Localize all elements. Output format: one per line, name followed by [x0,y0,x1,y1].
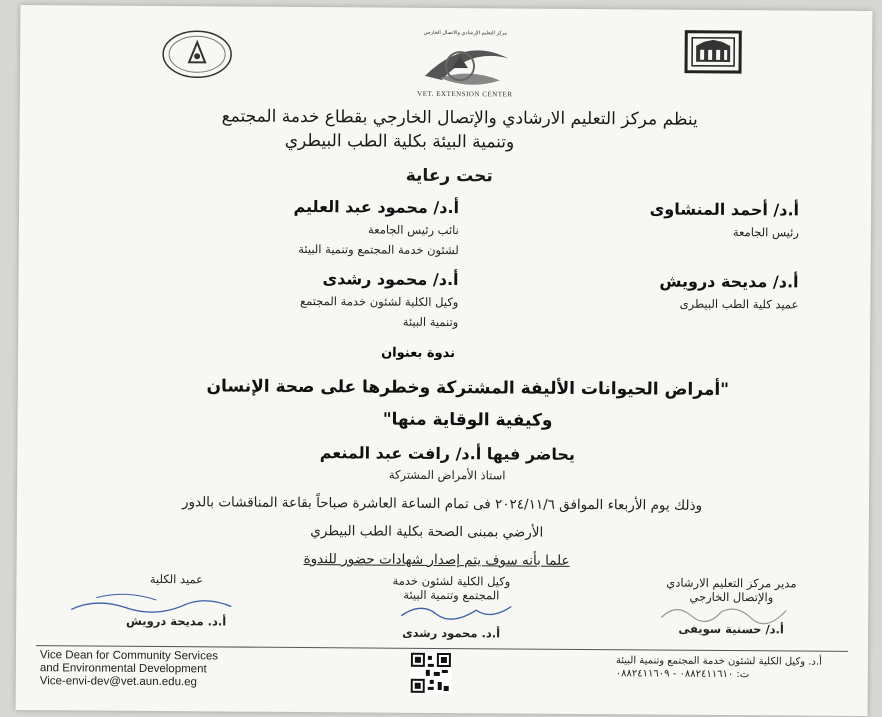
signature-title: عميد الكلية [149,571,204,587]
assiut-university-logo [160,28,234,81]
footer-en-line1: Vice Dean for Community Services [39,649,219,663]
seminar-title-line1: "أمراض الحيوانات الأليفة المشتركة وخطرها على صحة الإنسان [206,376,730,400]
patron-role: رئيس الجامعة [732,225,799,240]
header-line2: وتنمية البيئة بكلية الطب البيطري [284,130,515,153]
seminar-when-line2: الأرضي بمبنى الصحة بكلية الطب البيطري [310,523,544,541]
signature-title-detail: المجتمع وتنمية البيئة [403,587,500,603]
seminar-when-line1: وذلك يوم الأربعاء الموافق ٢٠٢٤/١١/٦ فى تمام الساعة العاشرة صباحاً بقاعة المناقشات بالدور [181,494,703,514]
footer-en-line2: and Environmental Development [39,662,207,676]
patron-dean [548,271,798,312]
patron-role: نائب رئيس الجامعة [367,222,459,238]
patron-role: عميد كلية الطب البيطرى [679,296,799,312]
flyer-sheet [16,5,873,716]
header-line1: ينظم مركز التعليم الارشادي والإتصال الخارجي بقطاع خدمة المجتمع [221,106,698,130]
footer-ar-phone: ت: ٠٨٨٢٤١١٦١٠ - ٠٨٨٢٤١١٦٠٩ [615,668,750,681]
footer-ar-line1: أ.د. وكيل الكلية لشئون خدمة المجتمع وتنمية البيئة [615,655,822,668]
signature-title: مدير مركز التعليم الارشادي [666,575,797,591]
patron-vice-dean [158,268,458,329]
lecturer-role: استاذ الأمراض المشتركة [388,467,506,483]
signature-name: أ.د/ حسنية سويفى [678,621,784,637]
footer-contact-en [40,649,340,690]
patron-role: وكيل الكلية لشئون خدمة المجتمع [299,293,459,310]
vet-extension-center-ar-label: مركز التعليم الإرشادي والاتصال الخارجي [423,29,508,37]
signature-scribble [656,597,806,628]
certificates-note: علما بأنه سوف يتم إصدار شهادات حضور للندوة [303,551,570,569]
patron-name: أ.د/ أحمد المنشاوى [649,199,800,220]
vet-extension-center-logo [400,28,531,109]
vet-extension-center-label: VET. EXTENSION CENTER [417,89,513,99]
signature-title: وكيل الكلية لشئون خدمة [392,573,511,589]
faculty-vet-medicine-logo [682,28,744,76]
patron-name: أ.د/ محمود عبد العليم [293,196,460,218]
under-patronage: تحت رعاية [405,165,493,187]
signature-name: أ.د. محمود رشدى [402,625,501,641]
patron-name: أ.د/ محمود رشدى [322,269,459,290]
signature-title-detail: والإتصال الخارجي [689,589,774,605]
patron-role-detail: لشئون خدمة المجتمع وتنمية البيئة [298,241,459,258]
patron-name: أ.د/ مديحة درويش [659,271,799,292]
signature-scribble [396,598,516,629]
signature-name: أ.د. مديحة درويش [126,613,227,629]
footer-en-email: Vice-envi-dev@vet.aun.edu.eg [39,675,198,689]
seminar-title-line2: وكيفية الوقاية منها" [382,409,553,431]
footer-contact-ar [616,655,846,681]
patron-university-president [549,199,799,240]
lecturer: يحاضر فيها أ.د/ رافت عبد المنعم [319,443,575,464]
patron-role-detail: وتنمية البيئة [402,314,459,330]
signature-scribble [66,587,236,622]
seminar-label: ندوة بعنوان [381,345,456,362]
patron-vice-president [159,196,459,257]
qr-code-icon [410,652,452,694]
